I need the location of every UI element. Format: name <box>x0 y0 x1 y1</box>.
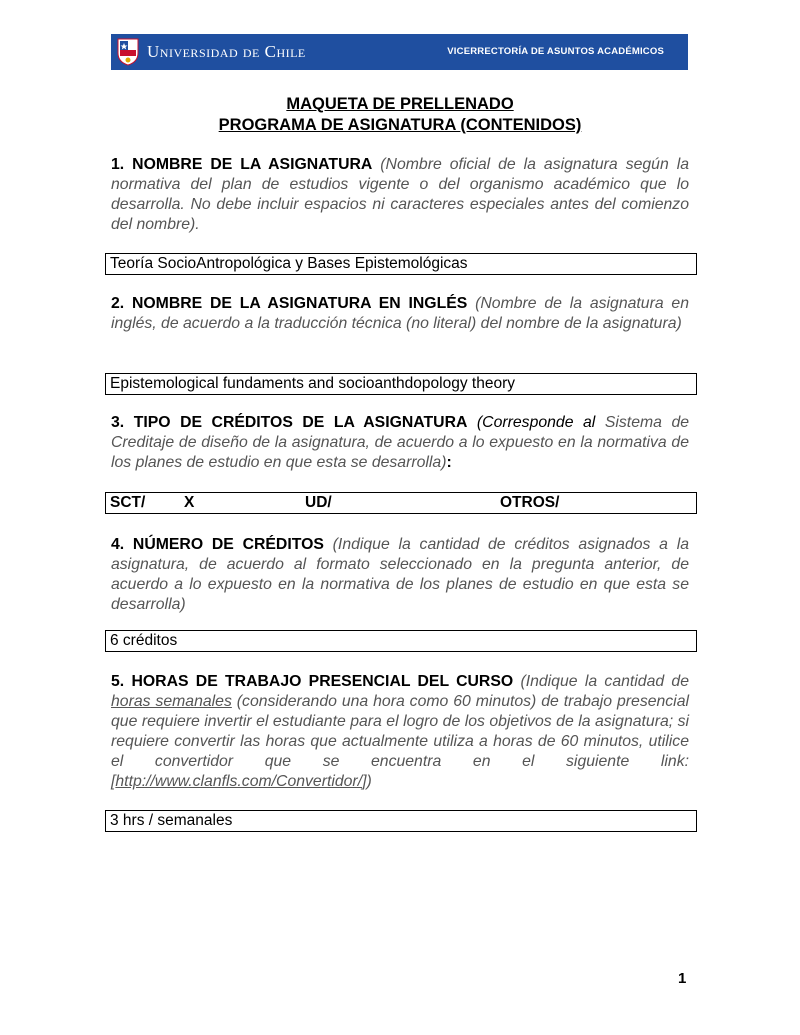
page-number: 1 <box>678 970 687 987</box>
university-crest-icon <box>117 38 139 66</box>
section-3-answer <box>105 492 697 514</box>
header-banner <box>111 34 688 70</box>
section-2-heading: 2. NOMBRE DE LA ASIGNATURA EN INGLÉS <box>111 295 468 312</box>
doc-title-line-2: PROGRAMA DE ASIGNATURA (CONTENIDOS) <box>218 116 582 134</box>
sct-option[interactable]: SCT/ <box>110 494 146 511</box>
section-3-description: Sistema de Creditaje de diseño de la asignatura, de acuerdo a lo expuesto en la normativa de los planes de estudio en que esta se desarrolla) <box>111 414 690 471</box>
section-5-heading: 5. HORAS DE TRABAJO PRESENCIAL DEL CURSO <box>111 673 514 690</box>
section-1-heading: 1. NOMBRE DE LA ASIGNATURA <box>111 156 373 173</box>
section-3-text <box>111 413 689 473</box>
section-4-text <box>111 535 689 615</box>
section-2-description: (Nombre de la asignatura en inglés, de acuerdo a la traducción técnica (no literal) del nombre de la asignatura) <box>111 295 689 332</box>
section-5-text <box>111 672 689 792</box>
section-4-description: (Indique la cantidad de créditos asignados a la asignatura, de acuerdo al formato seleccionado en la pregunta anterior, de acuerdo a lo expuesto en la normativa de los planes de estudio en que esta se desarrolla) <box>111 536 689 613</box>
otros-option[interactable]: OTROS/ <box>500 494 560 511</box>
section-1-text <box>111 155 689 235</box>
ud-option[interactable]: UD/ <box>305 494 332 511</box>
university-name: Universidad de Chile <box>147 42 306 61</box>
section-2-text <box>111 294 689 334</box>
converter-link[interactable]: http://www.clanfls.com/Convertidor/ <box>115 773 363 790</box>
office-name: VICERRECTORÍA DE ASUNTOS ACADÉMICOS <box>447 46 664 57</box>
section-5-description-c: ]) <box>362 773 372 790</box>
sct-selected-mark: X <box>184 494 195 511</box>
doc-title-line-1: MAQUETA DE PRELLENADO <box>286 95 514 113</box>
section-4-answer[interactable]: 6 créditos <box>105 630 697 652</box>
section-5-answer[interactable]: 3 hrs / semanales <box>105 810 697 832</box>
section-4-heading: 4. NÚMERO DE CRÉDITOS <box>111 536 324 553</box>
section-3-colon: : <box>446 454 452 471</box>
section-2-answer[interactable]: Epistemological fundaments and socioanthdopology theory <box>105 373 697 395</box>
section-3-description-dark: (Corresponde al <box>476 414 596 431</box>
section-5-description-b: (considerando una hora como 60 minutos) de trabajo presencial que requiere invertir el estudiante para el logro de los objetivos de la asignatura; si requiere convertir las horas que actualmente utiliza a horas de 60 minutos, utilice el convertidor que se encuentra en el siguiente link: [ <box>111 693 689 790</box>
section-5-description-a: (Indique la cantidad de <box>520 673 690 690</box>
section-5-description-underlined: horas semanales <box>111 693 232 710</box>
section-1-description: (Nombre oficial de la asignatura según la normativa del plan de estudios vigente o del organismo académico que lo desarrolla. No debe incluir espacios ni caracteres especiales antes del comienzo del nombre). <box>111 156 690 233</box>
section-1-answer[interactable]: Teoría SocioAntropológica y Bases Epistemológicas <box>105 253 697 275</box>
section-3-heading: 3. TIPO DE CRÉDITOS DE LA ASIGNATURA <box>111 414 468 431</box>
